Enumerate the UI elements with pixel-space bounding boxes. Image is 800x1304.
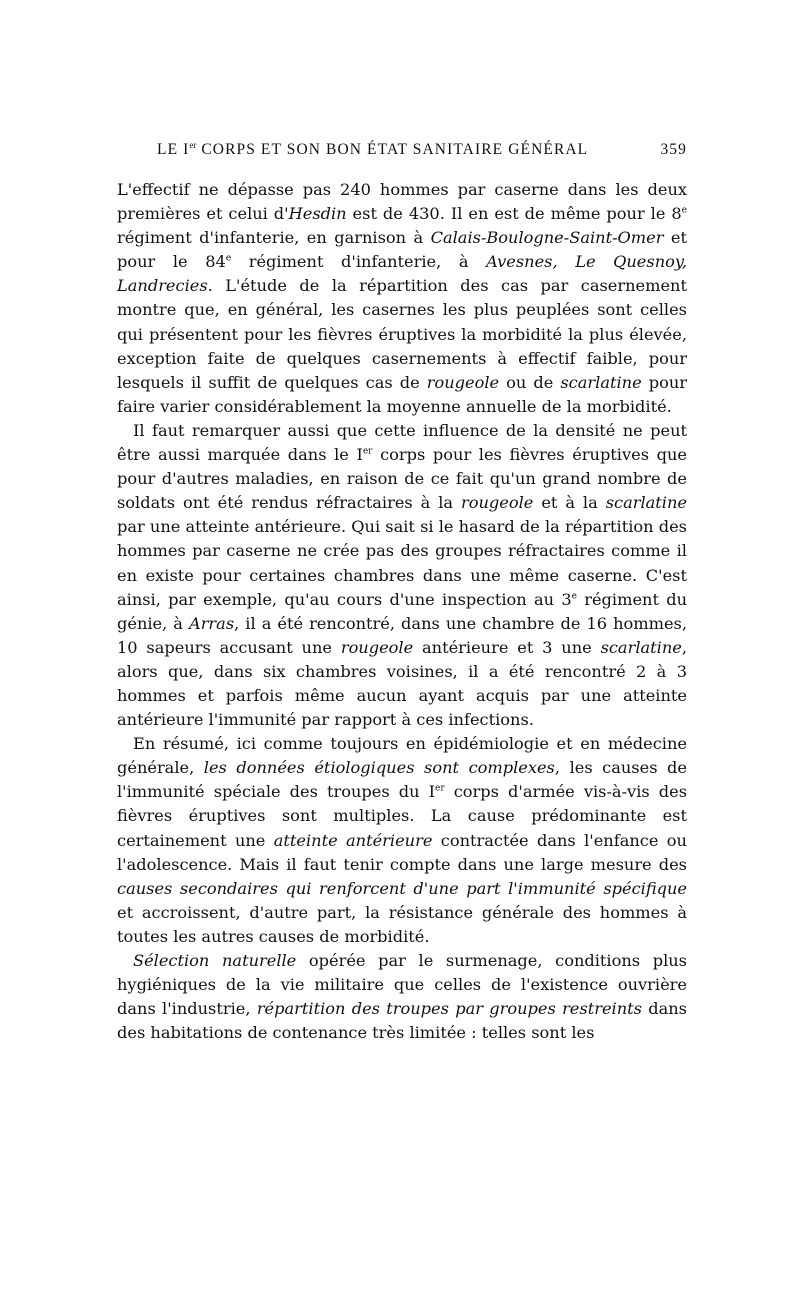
italic-text: Sélection naturelle <box>133 951 297 970</box>
body-text <box>117 178 687 1045</box>
superscript: e <box>681 205 687 216</box>
italic-text: Avesnes, Le Quesnoy, Landrecies <box>117 252 687 296</box>
paragraph-4 <box>117 949 687 1045</box>
superscript: er <box>435 783 445 794</box>
text-run: pour faire varier considérablement la moyenne annuelle de la morbidité. <box>117 372 687 416</box>
running-head-superscript: er <box>189 140 197 150</box>
page-number: 359 <box>660 141 687 159</box>
paragraph-2 <box>117 419 687 732</box>
text-run: , les causes de l'immunité spéciale des troupes du I <box>117 758 687 802</box>
superscript: e <box>225 253 232 264</box>
text-run: régiment du génie, à <box>117 589 688 633</box>
italic-text: causes secondaires qui renforcent d'une part l'immunité spécifique <box>117 878 687 898</box>
text-run: L'effectif ne dépasse pas 240 hommes par caserne dans les deux premières et celui d' <box>117 180 687 224</box>
text-run: et accroissent, d'autre part, la résistance générale des hommes à toutes les autres causes de morbidité. <box>117 902 687 946</box>
running-head <box>157 140 687 164</box>
text-run: . L'étude de la répartition des cas par casernement montre que, en général, les casernes les plus peuplées sont celles qui présentent pour les fièvres éruptives la morbidité la plus élevée, exception faite de quelques casernements à effectif faible, pour lesquels il suffit de quelques cas de <box>117 276 687 392</box>
running-head-left: LE I <box>157 141 190 159</box>
superscript: er <box>362 446 373 457</box>
italic-text: Calais-Boulogne-Saint-Omer <box>430 228 664 248</box>
text-run: , alors que, dans six chambres voisines, il a été rencontré 2 à 3 hommes et parfois même aucun ayant acquis par une atteinte antérieure l'immunité par rapport à ces infections. <box>117 637 687 730</box>
paragraph-3 <box>117 732 687 949</box>
italic-text: Hesdin <box>288 204 347 224</box>
text-run: corps pour les fièvres éruptives que pour d'autres maladies, en raison de ce fait qu'un grand nombre de soldats ont été rendus réfractaires à la <box>117 445 687 513</box>
superscript: e <box>571 591 577 602</box>
italic-text: scarlatine <box>600 637 682 657</box>
text-run: et pour le 84 <box>117 228 688 272</box>
text-run: corps d'armée vis-à-vis des fièvres éruptives sont multiples. La cause prédominante est certainement une <box>117 782 688 850</box>
text-run: , il a été rencontré, dans une chambre de 16 hommes, 10 sapeurs accusant une <box>117 613 688 657</box>
italic-text: scarlatine <box>605 493 687 513</box>
running-head-title <box>157 140 588 159</box>
italic-text: rougeole <box>340 637 414 657</box>
text-run: antérieure et 3 une <box>413 637 601 657</box>
italic-text: répartition des troupes par groupes restreints <box>256 999 642 1019</box>
text-run: En résumé, ici comme toujours en épidémiologie et en médecine générale, <box>117 734 687 778</box>
text-run: opérée par le surmenage, conditions plus hygiéniques de la vie militaire que celles de l'existence ouvrière dans l'industrie, <box>117 951 687 1019</box>
italic-text: rougeole <box>461 493 534 513</box>
book-page <box>117 140 687 1045</box>
text-run: contractée dans l'enfance ou l'adolescence. Mais il faut tenir compte dans une large mesure des <box>117 830 687 874</box>
text-run: et à la <box>533 493 606 513</box>
text-run: ou de <box>499 372 561 392</box>
text-run: est de 430. Il en est de même pour le 8 <box>346 204 682 224</box>
italic-text: Arras <box>189 613 235 633</box>
text-run: par une atteinte antérieure. Qui sait si le hasard de la répartition des hommes par caserne ne crée pas des groupes réfractaires comme il en existe pour certaines chambres dans une même caserne. C'est ainsi, par exemple, qu'au cours d'une inspection au 3 <box>117 517 687 609</box>
text-run: Il faut remarquer aussi que cette influence de la densité ne peut être aussi marquée dans le I <box>117 420 687 465</box>
italic-text: rougeole <box>426 372 500 392</box>
italic-text: les données étiologiques sont complexes <box>203 758 555 778</box>
paragraph-1 <box>117 178 687 419</box>
italic-text: atteinte antérieure <box>273 830 433 850</box>
text-run: régiment d'infanterie, à <box>231 252 487 272</box>
text-run: régiment d'infanterie, en garnison à <box>117 228 431 248</box>
running-head-text: CORPS ET SON BON ÉTAT SANITAIRE GÉNÉRAL <box>196 141 589 159</box>
text-run: dans des habitations de contenance très limitée : telles sont les <box>117 999 687 1043</box>
italic-text: scarlatine <box>560 372 642 392</box>
